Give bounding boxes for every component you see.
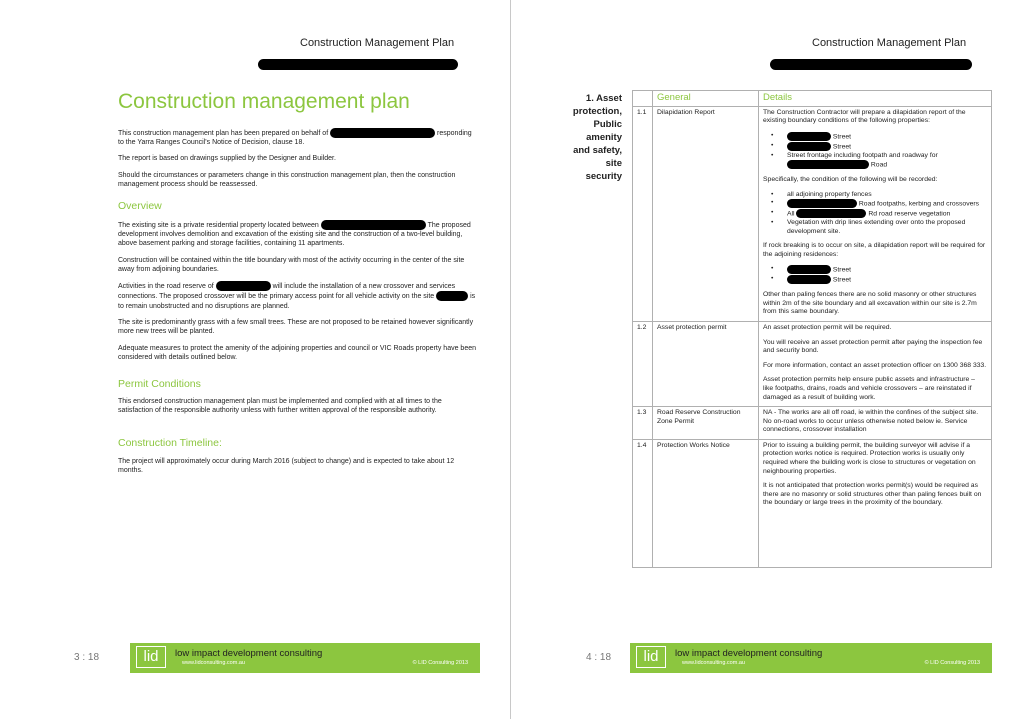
details-text: NA - The works are all off road, ie within the confines of the subject site. No on-road works to occur unless otherwise noted below ie. Service connections, crossover installation (763, 409, 979, 434)
row-item: Dilapidation Report (653, 106, 759, 321)
overview-text: will include the installation of a new crossover and services connections. The proposed crossover will be the primary access point for all vehicle activity on the site (118, 283, 456, 301)
redaction-bar (330, 128, 435, 138)
list-item-text: All (787, 210, 795, 218)
list-item (763, 142, 987, 152)
overview-text: Adequate measures to protect the amenity of the adjoining properties and council or VIC Roads property have been considered with details outlined below. (118, 344, 476, 361)
redaction-bar (321, 220, 426, 230)
property-list (763, 132, 987, 170)
row-item: Protection Works Notice (653, 439, 759, 567)
redaction-bar (787, 265, 831, 274)
details-text: It is not anticipated that protection works permit(s) would be required as there are no masonry or solid structures other than paling fences built on the boundary or large trees in the proximity of the boundary. (763, 482, 982, 507)
details-text: You will receive an asset protection permit after paying the inspection fee and security bond. (763, 338, 983, 355)
company-name: low impact development consulting (675, 648, 823, 659)
lid-logo: lid (136, 646, 166, 668)
header-title: Construction Management Plan (300, 37, 455, 49)
intro-text: Should the circumstances or parameters change in this construction management plan, then the construction management process should be reassessed. (118, 171, 456, 189)
residence-list (763, 265, 987, 285)
company-name: low impact development consulting (175, 648, 323, 659)
table-row (633, 407, 992, 440)
list-item-text: Street (832, 133, 852, 141)
details-text: If rock breaking is to occur on site, a dilapidation report will be required for the adjoining residences: (763, 242, 986, 258)
list-item (763, 199, 987, 209)
section-heading-permit: Permit Conditions (118, 378, 201, 390)
copyright: © LID Consulting 2013 (412, 660, 468, 666)
copyright: © LID Consulting 2013 (924, 660, 980, 666)
row-details (759, 407, 992, 440)
table-row (633, 439, 992, 567)
redaction-bar (787, 275, 831, 284)
recorded-list (763, 191, 987, 237)
footer-banner (130, 643, 480, 673)
list-item-text: Street frontage including footpath and roadway for (787, 151, 938, 159)
intro-text: responding to the Yarra Ranges Council's Notice of Decision, clause 18. (118, 129, 472, 147)
company-url: www.lidconsulting.com.au (182, 660, 245, 666)
asset-protection-table (632, 90, 992, 568)
row-details (759, 106, 992, 321)
section-side-heading: 1. Asset protection, Public amenity and safety, site security (572, 93, 622, 182)
row-details (759, 321, 992, 406)
company-url: www.lidconsulting.com.au (682, 660, 745, 666)
permit-text: This endorsed construction management plan must be implemented and complied with at all times to the satisfaction of the responsible authority unless with further written approval of the responsible authority. (118, 398, 442, 415)
list-item-text: Street (832, 276, 852, 284)
overview-section (118, 220, 478, 369)
row-details (759, 439, 992, 567)
row-number: 1.3 (633, 407, 653, 440)
intro-section (118, 128, 478, 196)
redaction-bar (770, 59, 972, 70)
header-title: Construction Management Plan (812, 37, 967, 49)
redaction-bar (216, 281, 271, 291)
section-heading-timeline: Construction Timeline: (118, 437, 222, 449)
row-number: 1.2 (633, 321, 653, 406)
table-header-row (633, 91, 992, 107)
overview-text: The proposed development involves demolition and excavation of the existing site and the construction of a two-level building, above basement parking and storage facilities, containing 11 apartments. (118, 221, 471, 248)
details-text: For more information, contact an asset protection officer on 1300 368 333. (763, 361, 987, 369)
redaction-bar (787, 142, 831, 151)
row-number: 1.4 (633, 439, 653, 567)
table-row (633, 106, 992, 321)
list-item-text: Rd road reserve vegetation (868, 210, 951, 218)
row-item: Road Reserve Construction Zone Permit (653, 407, 759, 440)
redaction-bar (436, 291, 468, 301)
timeline-text: The project will approximately occur during March 2016 (subject to change) and is expected to take about 12 months. (118, 458, 455, 475)
lid-logo: lid (636, 646, 666, 668)
timeline-section (118, 457, 478, 483)
overview-text: The site is predominantly grass with a few small trees. These are not proposed to be retained however significantly more new trees will be planted. (118, 318, 474, 336)
list-item: • Vegetation with drip lines extending over onto the proposed development site. (763, 219, 987, 236)
details-text: Other than paling fences there are no solid masonry or other structures within 2m of the site boundary and all excavation within our site is 2.7m from this same boundary. (763, 291, 977, 316)
header-cell-general: General (653, 91, 759, 107)
details-text: Specifically, the condition of the following will be recorded: (763, 176, 938, 184)
redaction-bar (787, 160, 869, 169)
permit-section (118, 397, 478, 423)
page-number: 4 : 18 (586, 652, 612, 663)
intro-text: The report is based on drawings supplied by the Designer and Builder. (118, 155, 336, 163)
list-item-text: Road (870, 161, 888, 169)
list-item-text: Street (832, 142, 852, 150)
footer-banner (630, 643, 992, 673)
page-number: 3 : 18 (74, 652, 100, 663)
overview-text: Activities in the road reserve of (118, 283, 214, 291)
details-text: An asset protection permit will be required. (763, 323, 892, 331)
document-page-left (0, 0, 511, 719)
list-item: • all adjoining property fences (763, 191, 987, 200)
details-text: Prior to issuing a building permit, the building surveyor will advise if a protection works notice is required. Protection works is usually only required where the building work is close to structures or vegetation on neighbouring properties. (763, 441, 976, 475)
list-item-text: Road footpaths, kerbing and crossovers (858, 200, 980, 208)
row-item: Asset protection permit (653, 321, 759, 406)
redaction-bar (796, 209, 866, 218)
main-title: Construction management plan (118, 90, 410, 113)
overview-text: Construction will be contained within the title boundary with most of the activity occurring in the center of the site away from adjoining boundaries. (118, 256, 465, 274)
table-row (633, 321, 992, 406)
list-item (763, 152, 987, 170)
list-item (763, 275, 987, 285)
list-item-text: Street (832, 266, 852, 274)
intro-text: This construction management plan has been prepared on behalf of (118, 129, 329, 137)
row-number: 1.1 (633, 106, 653, 321)
details-text: Asset protection permits help ensure public assets and infrastructure – like footpaths, drains, roads and vehicle crossovers – are reinstated if damaged as a result of building work. (763, 376, 975, 401)
overview-text: The existing site is a private residential property located between (118, 221, 319, 229)
redaction-bar (258, 59, 458, 70)
overview-text: is to remain unobstructed and no disruptions are planned. (118, 293, 476, 310)
redaction-bar (787, 199, 857, 208)
redaction-bar (787, 132, 831, 141)
list-item (763, 265, 987, 275)
section-heading-overview: Overview (118, 200, 162, 212)
list-item (763, 132, 987, 142)
header-cell-details: Details (759, 91, 992, 107)
details-text: The Construction Contractor will prepare a dilapidation report of the existing boundary conditions of the following properties: (763, 108, 966, 125)
list-item (763, 209, 987, 219)
header-cell-num (633, 91, 653, 107)
